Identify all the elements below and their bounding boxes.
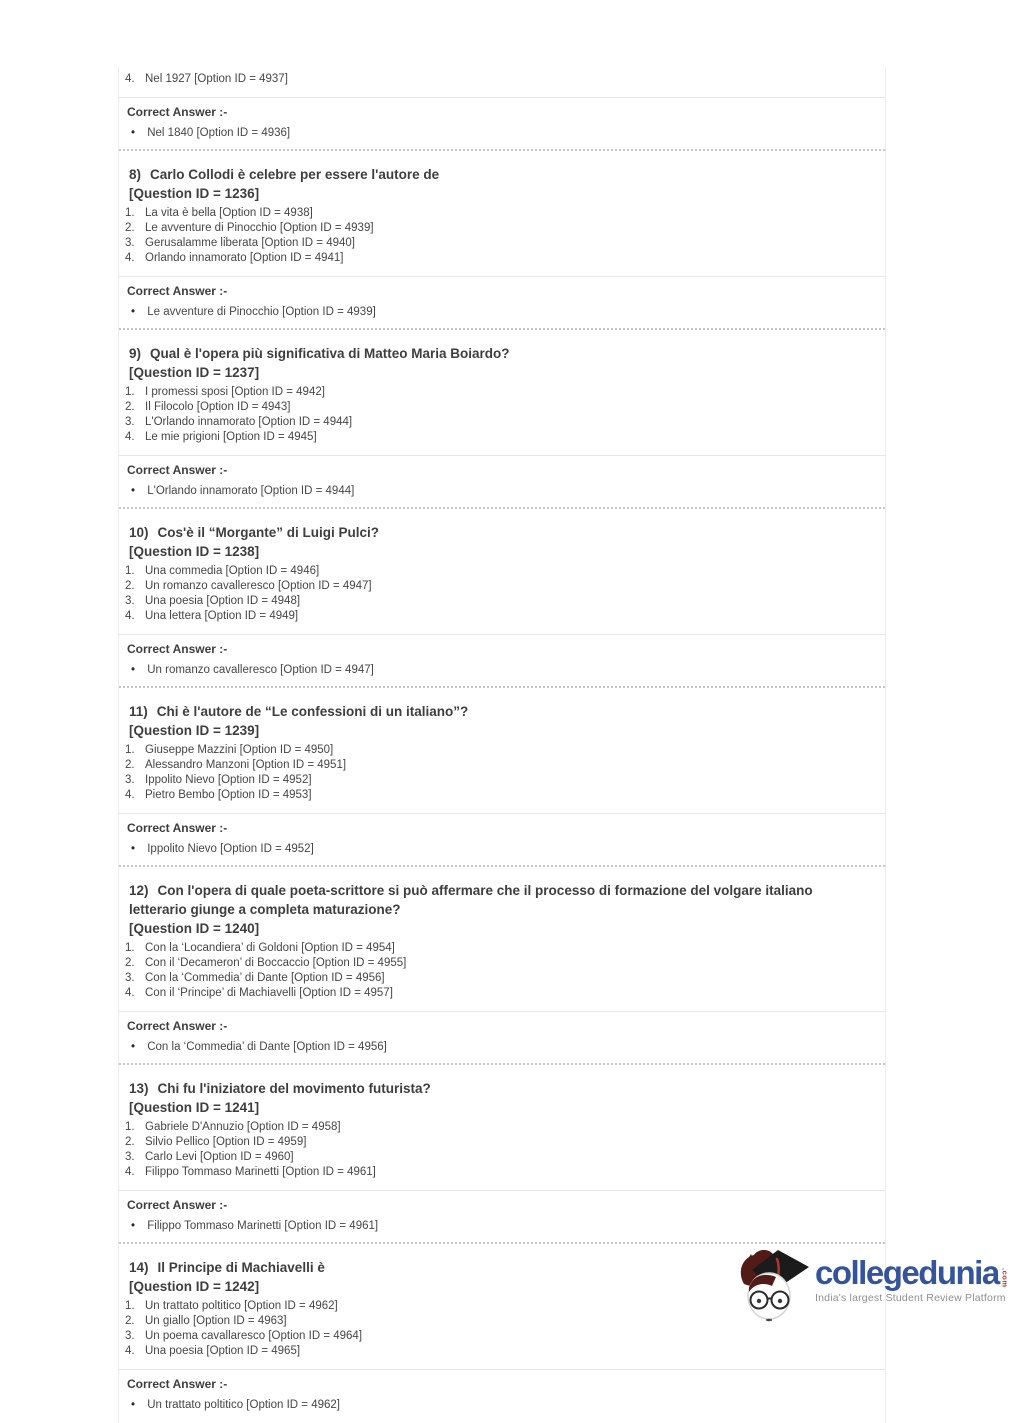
question-title: [119, 688, 885, 721]
option-row: [119, 430, 885, 445]
option-number: 1.: [125, 744, 135, 756]
option-number: 3.: [125, 237, 135, 249]
option-text: I promessi sposi [Option ID = 4942]: [145, 386, 325, 398]
option-number: 1.: [125, 1300, 135, 1312]
answer-key-sheet: [118, 67, 886, 1423]
option-number: 4.: [125, 252, 135, 264]
correct-answer-section: [119, 1190, 885, 1242]
question-number: 12): [129, 883, 149, 898]
question-title-text: Il Principe di Machiavelli è: [157, 1260, 325, 1275]
brand-row: [815, 1254, 1010, 1291]
option-text: Con il ‘Decameron’ di Boccaccio [Option ID = 4955]: [145, 957, 407, 969]
option-text: Una commedia [Option ID = 4946]: [145, 565, 320, 577]
option-number: 4.: [125, 431, 135, 443]
correct-answer-label: Correct Answer :-: [127, 821, 228, 835]
option-number: 2.: [125, 1315, 135, 1327]
option-number: 3.: [125, 595, 135, 607]
options-list: [119, 385, 885, 445]
question-number: 14): [129, 1260, 149, 1275]
option-text: Un romanzo cavalleresco [Option ID = 4947]: [145, 580, 372, 592]
question-block: [119, 1065, 885, 1244]
option-text: Alessandro Manzoni [Option ID = 4951]: [145, 759, 347, 771]
correct-answer-row: [127, 1040, 885, 1055]
question-block: [119, 867, 885, 1065]
option-row: [119, 609, 885, 624]
option-row: [119, 1329, 885, 1344]
option-number: 3.: [125, 416, 135, 428]
option-text: Le mie prigioni [Option ID = 4945]: [145, 431, 317, 443]
correct-answer-row: [127, 1398, 885, 1413]
question-title: [119, 330, 885, 363]
option-row: [119, 758, 885, 773]
logo-text: [815, 1246, 1009, 1304]
option-number: 2.: [125, 1136, 135, 1148]
option-row: [119, 564, 885, 579]
correct-answer-row: [127, 126, 885, 141]
option-text: Un trattato poltitico [Option ID = 4962]: [145, 1300, 338, 1312]
option-row: [119, 415, 885, 430]
correct-answer-text: Le avventure di Pinocchio [Option ID = 4939]: [147, 306, 376, 318]
option-row: [119, 986, 885, 1001]
option-number: 3.: [125, 1330, 135, 1342]
option-text: Ippolito Nievo [Option ID = 4952]: [145, 774, 312, 786]
option-text: Una poesia [Option ID = 4948]: [145, 595, 301, 607]
option-number: 1.: [125, 386, 135, 398]
correct-answer-label: Correct Answer :-: [127, 284, 228, 298]
correct-answer-section: [119, 634, 885, 686]
option-text: La vita è bella [Option ID = 4938]: [145, 207, 313, 219]
question-id: [Question ID = 1238]: [129, 544, 260, 559]
question-block: [119, 330, 885, 509]
option-number: 4.: [125, 1345, 135, 1357]
option-row: [119, 594, 885, 609]
question-title-text: Qual è l'opera più significativa di Matteo Maria Boiardo?: [150, 346, 510, 361]
question-number: 11): [129, 704, 148, 719]
option-row: [119, 941, 885, 956]
correct-answer-text: L'Orlando innamorato [Option ID = 4944]: [147, 485, 355, 497]
collegedunia-mascot-icon: [736, 1246, 810, 1324]
options-list: [119, 206, 885, 266]
option-row: [119, 743, 885, 758]
option-row: [119, 221, 885, 236]
option-text: Una poesia [Option ID = 4965]: [145, 1345, 301, 1357]
option-number: 3.: [125, 774, 135, 786]
question-block: [119, 509, 885, 688]
options-list: [119, 564, 885, 624]
question-title: [119, 509, 885, 542]
partial-question-block: [119, 67, 885, 151]
question-number: 13): [129, 1081, 149, 1096]
questions-list: [119, 151, 885, 1421]
option-number: 1.: [125, 1121, 135, 1133]
brand-tagline: India's largest Student Review Platform: [815, 1292, 1006, 1304]
option-row: [119, 956, 885, 971]
option-number: 4.: [125, 73, 135, 85]
correct-answer-section: [119, 97, 885, 149]
correct-answer-section: [119, 1011, 885, 1063]
question-title: [119, 151, 885, 184]
collegedunia-logo: [736, 1246, 1009, 1324]
brand-name: collegedunia: [815, 1254, 999, 1291]
correct-answer-row: [127, 484, 885, 499]
correct-answer-label: Correct Answer :-: [127, 1019, 228, 1033]
option-text: Una lettera [Option ID = 4949]: [145, 610, 299, 622]
option-number: 4.: [125, 1166, 135, 1178]
correct-answer-label: Correct Answer :-: [127, 105, 228, 119]
option-row: [119, 206, 885, 221]
question-title-text: Carlo Collodi è celebre per essere l'autore de: [150, 167, 440, 182]
option-text: Orlando innamorato [Option ID = 4941]: [145, 252, 344, 264]
correct-answer-label: Correct Answer :-: [127, 463, 228, 477]
option-row: [119, 400, 885, 415]
options-list: [119, 941, 885, 1001]
question-block: [119, 151, 885, 330]
correct-answer-text: Un trattato poltitico [Option ID = 4962]: [147, 1399, 340, 1411]
option-number: 3.: [125, 972, 135, 984]
question-title-text: Chi è l'autore de “Le confessioni di un italiano”?: [156, 704, 469, 719]
option-number: 2.: [125, 759, 135, 771]
option-row: [119, 1344, 885, 1359]
option-text: Con la ‘Locandiera’ di Goldoni [Option ID = 4954]: [145, 942, 395, 954]
correct-answer-text: Ippolito Nievo [Option ID = 4952]: [147, 843, 314, 855]
option-number: 1.: [125, 565, 135, 577]
question-title: [119, 867, 885, 919]
option-text: Le avventure di Pinocchio [Option ID = 4939]: [145, 222, 374, 234]
option-row: [119, 1135, 885, 1150]
question-block: [119, 688, 885, 867]
option-text: Con il ‘Principe’ di Machiavelli [Option ID = 4957]: [145, 987, 393, 999]
question-title-text: Cos'è il “Morgante” di Luigi Pulci?: [157, 525, 379, 540]
option-text: Con la ‘Commedia’ di Dante [Option ID = 4956]: [145, 972, 385, 984]
question-id: [Question ID = 1236]: [129, 186, 260, 201]
question-id: [Question ID = 1241]: [129, 1100, 260, 1115]
option-number: 2.: [125, 957, 135, 969]
option-text: Silvio Pellico [Option ID = 4959]: [145, 1136, 307, 1148]
option-text: Carlo Levi [Option ID = 4960]: [145, 1151, 294, 1163]
option-row: [119, 773, 885, 788]
correct-answer-row: [127, 842, 885, 857]
option-text: Gabriele D'Annuzio [Option ID = 4958]: [145, 1121, 341, 1133]
options-list: [119, 1120, 885, 1180]
correct-answer-text: Un romanzo cavalleresco [Option ID = 4947]: [147, 664, 374, 676]
option-number: 2.: [125, 222, 135, 234]
option-text: Nel 1927 [Option ID = 4937]: [145, 73, 288, 85]
option-number: 4.: [125, 789, 135, 801]
question-title-text: Chi fu l'iniziatore del movimento futurista?: [157, 1081, 431, 1096]
question-number: 9): [129, 346, 142, 361]
option-text: Un giallo [Option ID = 4963]: [145, 1315, 287, 1327]
option-text: Gerusalamme liberata [Option ID = 4940]: [145, 237, 355, 249]
correct-answer-row: [127, 1219, 885, 1234]
correct-answer-section: [119, 1369, 885, 1421]
option-row: [119, 236, 885, 251]
option-number: 2.: [125, 580, 135, 592]
option-text: Il Filocolo [Option ID = 4943]: [145, 401, 291, 413]
option-number: 3.: [125, 1151, 135, 1163]
question-id: [Question ID = 1240]: [129, 921, 260, 936]
correct-answer-section: [119, 813, 885, 865]
option-row: [119, 1165, 885, 1180]
correct-answer-section: [119, 455, 885, 507]
correct-answer-row: [127, 305, 885, 320]
correct-answer-label: Correct Answer :-: [127, 1377, 228, 1391]
correct-answer-text: Filippo Tommaso Marinetti [Option ID = 4961]: [147, 1220, 379, 1232]
correct-answer-text: Nel 1840 [Option ID = 4936]: [147, 127, 291, 139]
brand-suffix: .com: [1000, 1268, 1010, 1288]
option-text: Pietro Bembo [Option ID = 4953]: [145, 789, 312, 801]
question-title-text: Con l'opera di quale poeta-scrittore si può affermare che il processo di formazione del volgare italiano letterario giunge a completa maturazione?: [129, 883, 813, 917]
option-row: [119, 788, 885, 803]
option-row: [119, 1120, 885, 1135]
option-text: Giuseppe Mazzini [Option ID = 4950]: [145, 744, 334, 756]
correct-answer-label: Correct Answer :-: [127, 642, 228, 656]
option-number: 1.: [125, 942, 135, 954]
correct-answer-text: Con la ‘Commedia’ di Dante [Option ID = 4956]: [147, 1041, 387, 1053]
question-number: 10): [129, 525, 149, 540]
option-text: Filippo Tommaso Marinetti [Option ID = 4961]: [145, 1166, 376, 1178]
option-row: [119, 971, 885, 986]
option-text: Un poema cavallaresco [Option ID = 4964]: [145, 1330, 363, 1342]
question-title: [119, 1065, 885, 1098]
question-id: [Question ID = 1239]: [129, 723, 260, 738]
question-number: 8): [129, 167, 142, 182]
option-number: 4.: [125, 610, 135, 622]
correct-answer-row: [127, 663, 885, 678]
option-row: [119, 1150, 885, 1165]
question-id: [Question ID = 1237]: [129, 365, 260, 380]
options-list: [119, 743, 885, 803]
option-number: 4.: [125, 987, 135, 999]
option-number: 2.: [125, 401, 135, 413]
question-id: [Question ID = 1242]: [129, 1279, 260, 1294]
option-row: [119, 251, 885, 266]
correct-answer-section: [119, 276, 885, 328]
option-row: [119, 579, 885, 594]
correct-answer-label: Correct Answer :-: [127, 1198, 228, 1212]
option-number: 1.: [125, 207, 135, 219]
option-row: [119, 67, 885, 87]
option-text: L'Orlando innamorato [Option ID = 4944]: [145, 416, 353, 428]
option-row: [119, 385, 885, 400]
